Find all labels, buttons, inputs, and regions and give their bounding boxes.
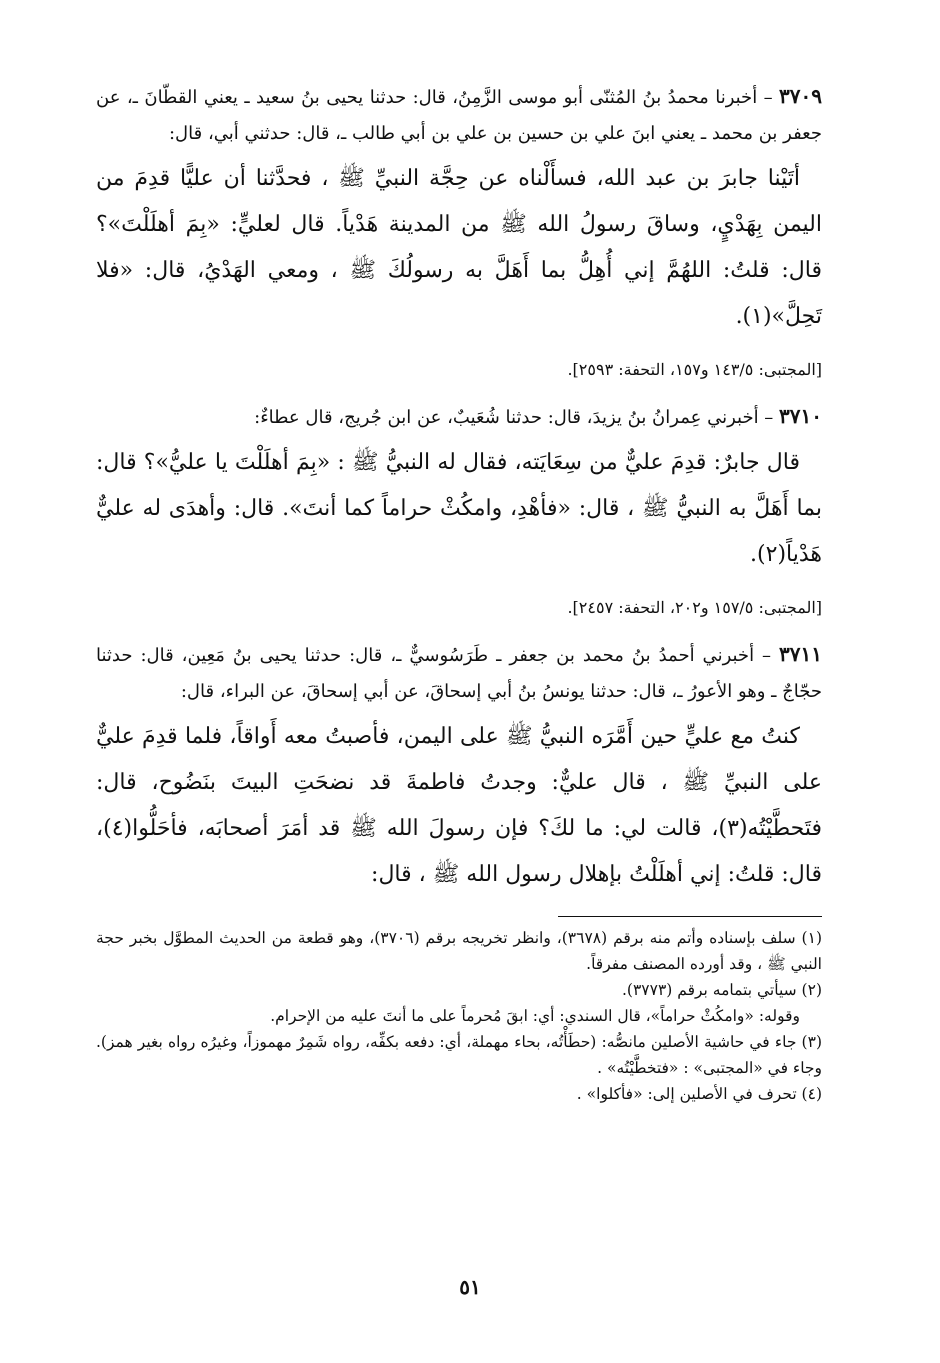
hadith-3711-matn: كنتُ مع عليٍّ حين أَمَّرَه النبيُّ ﷺ على اليمن، فأصبتُ معه أَواقاً، فلما قدِمَ عليٌّ على النبيِّ ﷺ ، قال عليٌّ: وجدتُ فاطمةَ قد نضحَتِ البيتَ بنَضُوح، قال: فتَحطَّيْتُه(٣)، قالت لي: ما لكَ؟ فإن رسولَ الله ﷺ قد أمَرَ أصحابَه، فأحَلُّوا(٤)، قال: قلتُ: إني أهلَلْتُ بإهلال رسول الله ﷺ ، قال: [96, 724, 822, 887]
sanad-text: – أخبرنا محمدُ بنُ المُثنّى أبو موسى الزَّمِنُ، قال: حدثنا يحيى بنُ سعيد ـ يعني القطّانَ ـ، عن جعفر بن محمد ـ يعني ابنَ علي بن حسين بن علي بن أبي طالب ـ، قال: حدثني أبي، قال: [96, 87, 822, 144]
footnote-2-note: وقوله: «وامكُثْ حراماً»، قال السندي: أي: ابقَ مُحرماً على ما أنتَ عليه من الإحرام. [270, 1007, 800, 1025]
hadith-number: ٣٧١١ [779, 642, 822, 666]
hadith-number: ٣٧٠٩ [779, 84, 822, 108]
hadith-3709-sanad [96, 78, 822, 152]
hadith-3710-sanad [96, 398, 822, 436]
hadith-3709-matn: أتَيْنا جابرَ بن عبد الله، فسأَلْناه عن حِجَّة النبيِّ ﷺ ، فحدَّثنا أن عليًّا قدِمَ من اليمن بِهَدْيٍ، وساقَ رسولُ الله ﷺ من المدينة هَدْياً. قال لعليٍّ: «بِمَ أهلَلْتَ»؟ قال: قلتُ: اللهُمَّ إني أُهِلُّ بما أَهَلَّ به رسولُكَ ﷺ ، ومعي الهَدْيُ، قال: «فلا تَحِلَّ»(١). [96, 166, 822, 329]
hadith-3711-sanad [96, 636, 822, 710]
page-number: ٥١ [459, 1275, 481, 1299]
footnote-3: (٣) جاء في حاشية الأصلين مانصُّه: (حطَأْتُه، بحاء مهملة، أي: دفعه بكفِّه، رواه شَمِرٌ مهموزاً، وغيرُه رواه بغير همز). وجاء في «المجتبى» : «فتخطَّيْتُه» . [96, 1033, 822, 1077]
sanad-text: – أخبرني عِمرانُ بنُ يزيدَ، قال: حدثنا شُعَيبٌ، عن ابن جُريج، قال عطاءٌ: [254, 407, 774, 428]
hadith-number: ٣٧١٠ [779, 404, 822, 428]
footnote-1: (١) سلف بإسناده وأتم منه برقم (٣٦٧٨)، وانظر تخريجه برقم (٣٧٠٦)، وهو قطعة من الحديث المطوَّل بخبر حجة النبي ﷺ ، وقد أورده المصنف مفرقاً. [96, 929, 822, 973]
footnote-divider [558, 916, 822, 917]
sanad-text: – أخبرني أحمدُ بنُ محمد بن جعفر ـ طَرَسُوسيٌّ ـ، قال: حدثنا يحيى بنُ مَعِين، قال: حدثنا حجّاجٌ ـ وهو الأعورُ ـ، قال: حدثنا يونسُ بنُ أبي إسحاقَ، عن أبي إسحاقَ، عن البراء، قال: [96, 645, 822, 702]
footnote-2: (٢) سيأتي بتمامه برقم (٣٧٧٣). [622, 981, 822, 999]
hadith-3710-matn: قال جابرٌ: قدِمَ عليٌّ من سِعَايَته، فقال له النبيُّ ﷺ : «بِمَ أهلَلْتَ يا عليُّ»؟ قال: بما أَهَلَّ به النبيُّ ﷺ ، قال: «فأهْدِ، وامكُثْ حراماً كما أنتَ». قال: وأهدَى له عليٌّ هَدْياً(٢). [96, 450, 822, 567]
page-body [96, 78, 822, 1107]
footnote-4: (٤) تحرف في الأصلين إلى: «فأكلوا» . [576, 1085, 822, 1103]
footnotes [96, 916, 822, 1107]
hadith-3709-takhrij: [المجتبى: ١٤٣/٥ و١٥٧، التحفة: ٢٥٩٣]. [567, 360, 822, 379]
hadith-3710-takhrij: [المجتبى: ١٥٧/٥ و٢٠٢، التحفة: ٢٤٥٧]. [567, 598, 822, 617]
